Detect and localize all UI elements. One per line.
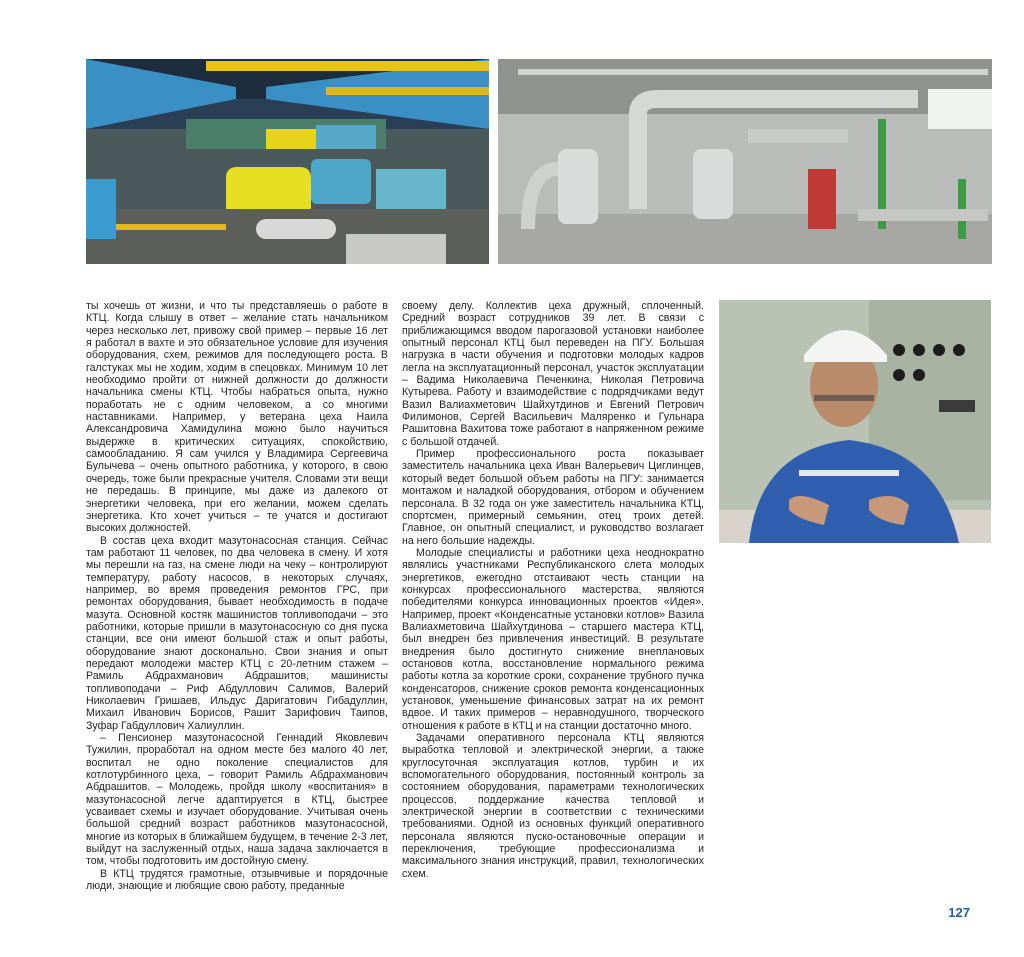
paragraph: Пример профессионального роста показывает заместитель начальника цеха Иван Валерьевич Циглинцев, который ведет большой объем работы на ПГУ: занимается монтажом и наладкой оборудования, отбором и обучением персонала. В 32 года он уже заместитель начальника КТЦ, спортсмен, примерный семьянин, отец троих детей. Главное, он опытный специалист, и руководство возлагает на него большие надежды. [402,448,704,547]
paragraph: Задачами оперативного персонала КТЦ являются выработка тепловой и электрической энергии, а также круглосуточная эксплуатация котлов, турбин и их вспомогательного оборудования, постоянный контроль за состоянием оборудования, параметрами технологических процессов, поддержание качества тепловой и электрической энергии в соответствии с техническими требованиями. Одной из основных функций оперативного персонала являются пуско-остановочные операции и переключения, требующие профессионализма и максимального знания инструкций, правил, технологических схем. [402,732,704,880]
operator-portrait-photo [719,300,991,543]
paragraph: своему делу. Коллектив цеха дружный, сплоченный. Средний возраст сотрудников 39 лет. В связи с приближающимся вводом парогазовой установки наиболее опытный персонал КТЦ был переведен на ПГУ. Большая нагрузка в части обучения и подготовки молодых кадров легла на эксплуатационный персонал, участок эксплуатации – Вадима Николаевича Печенкина, Николая Петровича Кутырева. Работу и взаимодействие с подрядчиками ведут Вазил Валиахметович Шайхутдинов и Евгений Петрович Филимонов, Сергей Васильевич Маляренко и Гульнара Рашитовна Вахитова тоже работают в напряженном режиме с большой отдачей. [402,300,704,448]
paragraph: Молодые специалисты и работники цеха неоднократно являлись участниками Республиканского слета молодых энергетиков, ежегодно отстаивают честь станции на конкурсах профессионального мастерства, являются победителями конкурса инновационных проектов «Идея». Например, проект «Конденсатные установки котлов» Вазила Валиахметовича Шайхутдинова – старшего мастера КТЦ, был внедрен без привлечения инвестиций. В результате внедрения было достигнуто снижение внеплановых остановов котла, восстановление нормального режима работы котла за короткие сроки, сохранение трубного пучка конденсаторов, снижение сроков ремонта конденсационных установок, уменьшение финансовых затрат на их ремонт вдвое. И таких примеров – неравнодушного, творческого отношения к работе в КТЦ и на станции достаточно много. [402,546,704,732]
paragraph: В КТЦ трудятся грамотные, отзывчивые и порядочные люди, знающие и любящие свою работу, преданные [86,867,388,893]
paragraph: ты хочешь от жизни, и что ты представляешь о работе в КТЦ. Когда слышу в ответ – желание стать начальником через несколько лет, привожу свой пример – первые 16 лет я работал в вахте и это обязательное условие для изучения оборудования, схем, режимов для последующего роста. В галстуках мы не ходим, ходим в спецовках. Минимум 10 лет необходимо пройти от нижней должности до должности начальника смены КТЦ. Чтобы набраться опыта, нужно поработать не с одним человеком, а со многими наставниками. Например, у ветерана цеха Наила Александровича Хамидулина можно было научиться выдержке в критических ситуациях, спокойствию, самообладанию. Я сам учился у Владимира Сергеевича Булычева – очень опытного работника, у которого, в свою очередь, тоже были прекрасные учителя. Словами эти вещи не передашь. В принципе, мы даже из далекого от энергетики человека, при его желании, можем сделать энергетика. Кто хочет учиться – те учатся и достигают высоких должностей. [86,300,388,535]
pipes-photo [498,59,992,264]
text-column-left [86,300,388,893]
paragraph: В состав цеха входит мазутонасосная станция. Сейчас там работают 11 человек, по два человека в смену. И хотя мы перешли на газ, на смене люди на чеку – контролируют температуру, работу насосов, в некоторых случаях, например, во время проведения ремонтов ГРС, при ремонтах оборудования, бывает необходимость в подаче мазута. Основной костяк машинистов топливоподачи – это работники, которые пришли в мазутонасосную со дня пуска станции, все они имеют большой стаж и опыт работы, оборудование знают досконально. Свои знания и опыт передают молодежи мастер КТЦ с 20-летним стажем – Рамиль Абдрахманович Абдрашитов, машинисты топливоподачи – Риф Абдуллович Салимов, Валерий Николаевич Гришаев, Ильдус Даригатович Гибадуллин, Михаил Иванович Борисов, Рашит Зарифович Таипов, Зуфар Габдуллович Халиуллин. [86,534,388,732]
paragraph: – Пенсионер мазутонасосной Геннадий Яковлевич Тужилин, проработал на одном месте без малого 40 лет, воспитал не одно поколение специалистов для котлотурбинного цеха, – говорит Рамиль Абдрахманович Абдрашитов. – Молодежь, пройдя школу «воспитания» в мазутонасосной легче адаптируется в КТЦ, быстрее усваивает схемы и изучает оборудование. Учитывая очень большой средний возраст работников мазутонасосной, многие из которых в ближайшем будущем, в течение 2-3 лет, выйдут на заслуженный отдых, наша задача заключается в том, чтобы подготовить им достойную смену. [86,732,388,868]
text-column-middle [402,300,704,880]
page-number: 127 [948,905,970,920]
turbine-hall-photo [86,59,489,264]
